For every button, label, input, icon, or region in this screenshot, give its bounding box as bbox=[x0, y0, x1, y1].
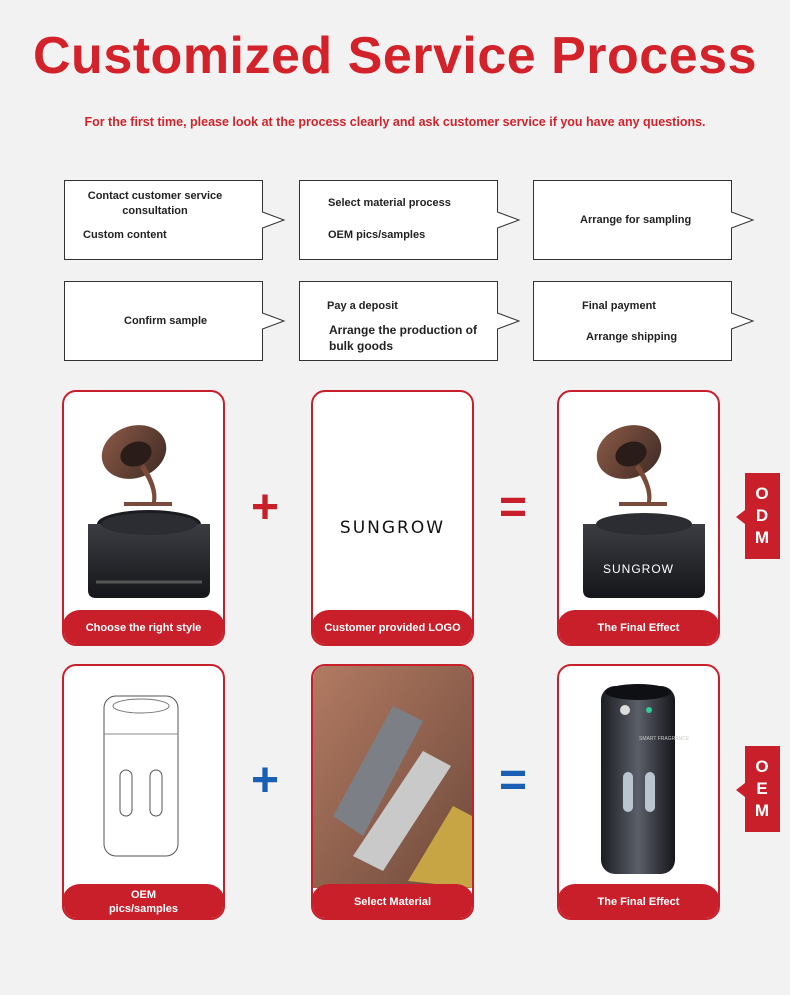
card-choose-style bbox=[62, 390, 225, 646]
step-arrow-box bbox=[533, 281, 753, 361]
step-text: Arrange the production of bbox=[329, 323, 477, 337]
diffuser-sketch-icon bbox=[64, 666, 223, 888]
process-step-2 bbox=[299, 180, 497, 259]
step-text: Select material process bbox=[328, 197, 451, 209]
card-label: Choose the right style bbox=[62, 610, 225, 646]
card-final-effect-odm bbox=[557, 390, 720, 646]
page-title: Customized Service Process bbox=[33, 27, 757, 85]
process-step-5 bbox=[299, 281, 497, 360]
step-text: Pay a deposit bbox=[327, 300, 398, 312]
tag-letter: O bbox=[755, 757, 770, 776]
process-step-6 bbox=[533, 281, 731, 360]
process-step-4 bbox=[64, 281, 262, 360]
card-oem-samples bbox=[62, 664, 225, 920]
card-label: Customer provided LOGO bbox=[311, 610, 474, 646]
page-subtitle: For the first time, please look at the process clearly and ask customer service if you have any questions. bbox=[84, 115, 706, 129]
step-text: Arrange shipping bbox=[586, 331, 678, 343]
oem-tag bbox=[745, 746, 780, 832]
material-blocks-image bbox=[313, 666, 472, 888]
tag-letter: O bbox=[755, 484, 770, 503]
card-final-effect-oem bbox=[557, 664, 720, 920]
logo-area bbox=[313, 392, 472, 614]
plus-icon: + bbox=[250, 481, 280, 534]
odm-tag bbox=[745, 473, 780, 559]
gramophone-with-logo-icon bbox=[559, 392, 718, 614]
step-text: Confirm sample bbox=[124, 315, 208, 327]
step-text: OEM pics/samples bbox=[328, 229, 426, 241]
product-small-text: SMART FRAGRANCE bbox=[639, 736, 690, 742]
tag-letter: M bbox=[754, 801, 771, 820]
card-label bbox=[62, 884, 225, 920]
tag-letter: D bbox=[755, 506, 770, 525]
step-text: Arrange for sampling bbox=[580, 214, 692, 226]
tag-letter: E bbox=[756, 779, 769, 798]
card-label: The Final Effect bbox=[557, 610, 720, 646]
equals-icon: = bbox=[498, 754, 528, 807]
sungrow-logo: SUNGROW bbox=[339, 518, 446, 538]
step-text: Contact customer service bbox=[87, 190, 223, 202]
product-logo: SUNGROW bbox=[603, 562, 674, 576]
process-step-1 bbox=[64, 180, 262, 259]
step-arrow-box bbox=[299, 180, 519, 260]
card-label-text: OEM pics/samples bbox=[108, 889, 179, 915]
card-label: The Final Effect bbox=[557, 884, 720, 920]
step-text: consultation bbox=[122, 205, 188, 217]
card-select-material bbox=[311, 664, 474, 920]
gramophone-icon bbox=[64, 392, 223, 614]
card-customer-logo bbox=[311, 390, 474, 646]
diffuser-product-icon bbox=[559, 666, 718, 888]
tag-letter: M bbox=[754, 528, 771, 547]
plus-icon: + bbox=[250, 754, 280, 807]
process-step-3 bbox=[533, 180, 731, 259]
step-text: Final payment bbox=[582, 300, 656, 312]
step-text: bulk goods bbox=[329, 339, 393, 353]
card-label: Select Material bbox=[311, 884, 474, 920]
equals-icon: = bbox=[498, 481, 528, 534]
step-text: Custom content bbox=[83, 229, 167, 241]
